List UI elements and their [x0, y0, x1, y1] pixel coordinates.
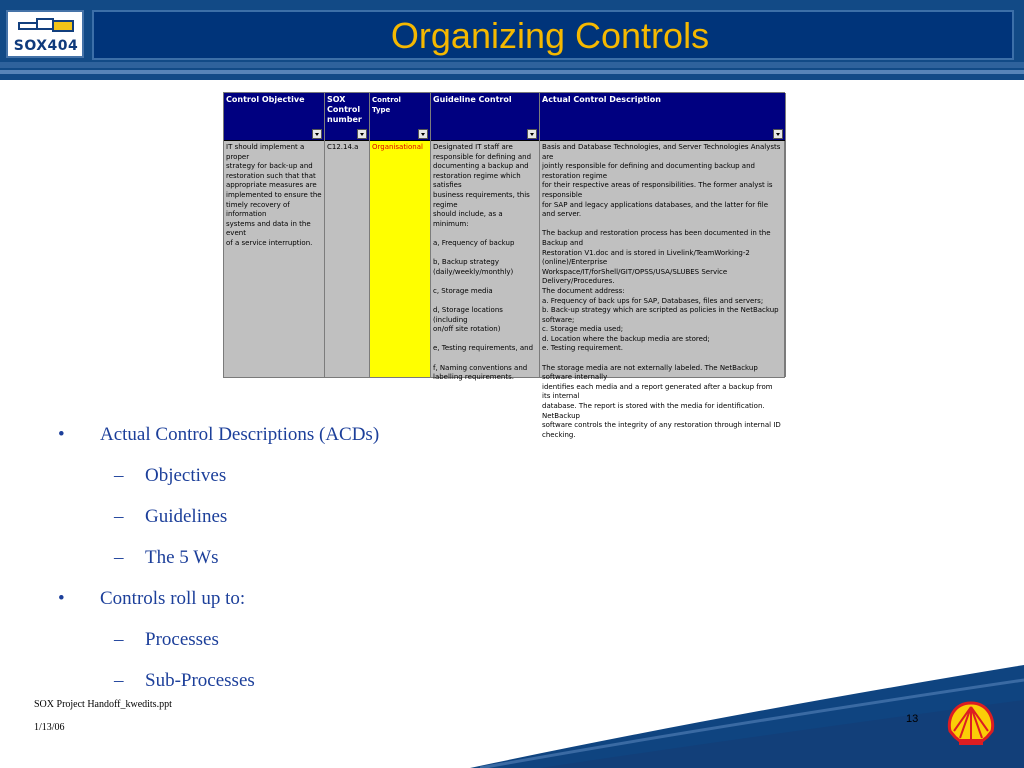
cell-guideline-control: Designated IT staff are responsible for defining and documenting a backup and restoration regime which satisfies business requirements, this regime should include, as a minimum: a, Frequency of backup b, Backup strategy (daily/weekly/monthly) c, Storage media d, Storage locations (including on/off site rotation) e, Testing requirements, and f, Naming conventions and labelling requirements.: [433, 143, 534, 382]
header-stripe-light: [0, 70, 1024, 74]
slide-header: [0, 0, 1024, 80]
column-header-label: SOX Control number: [327, 95, 362, 124]
column-header-label: Control Type: [372, 96, 401, 114]
sub-bullet-text: Guidelines: [145, 506, 228, 527]
dropdown-arrow-icon[interactable]: [357, 129, 367, 139]
logo-boxes-icon: [14, 17, 80, 33]
dash-icon: –: [114, 547, 124, 568]
column-header: [370, 93, 430, 141]
sub-bullet-text: Sub-Processes: [145, 670, 255, 691]
dropdown-arrow-icon[interactable]: [773, 129, 783, 139]
dropdown-arrow-icon[interactable]: [418, 129, 428, 139]
header-stripe: [0, 62, 1024, 68]
column-actual-control-description: [540, 93, 786, 439]
column-control-objective: [224, 93, 325, 377]
column-header: [431, 93, 539, 141]
sub-bullet-text: The 5 Ws: [145, 547, 219, 568]
column-header-label: Actual Control Description: [542, 95, 661, 104]
column-control-type: [370, 93, 431, 377]
bullet-dot-icon: •: [58, 424, 65, 445]
bullet-text: Actual Control Descriptions (ACDs): [100, 424, 380, 445]
cell-control-objective: IT should implement a proper strategy for back-up and restoration such that that appropriate measures are implemented to ensure the timely recovery of information systems and data in the event of a service interruption.: [226, 143, 322, 247]
cell-actual-control-description: Basis and Database Technologies, and Server Technologies Analysts are jointly responsible for defining and documenting backup and restoration regime for their respective areas of responsibilities. The former analyst is responsible for SAP and legacy applications databases, and the latter for file and server. The backup and restoration process has been documented in the Backup and Restoration V1.doc and is stored in Livelink/TeamWorking-2 (online)/Enterprise Workspace/IT/forShell/GIT/OPSS/USA/SLUBES Service Delivery/Procedures. The document address: a. Frequency of back ups for SAP, Databases, files and servers; b. Back-up strategy which are scripted as policies in the NetBackup software; c. Storage media used; d. Location where the backup media are stored; e. Testing requirement. The storage media are not externally labeled. The NetBackup software internally identifies each media and a report generated after a backup from its internal database. The report is stored with the media for identification. NetBackup software controls the integrity of any restoration through internal ID checking.: [542, 143, 781, 439]
bullet-text: Controls roll up to:: [100, 588, 246, 609]
page-number: 13: [906, 713, 919, 725]
shell-pecten-icon: [946, 701, 996, 747]
footer-date: 1/13/06: [34, 722, 65, 733]
sub-bullet-text: Objectives: [145, 465, 227, 486]
column-header: [540, 93, 785, 141]
footer-filename: SOX Project Handoff_kwedits.ppt: [34, 699, 172, 710]
dash-icon: –: [114, 506, 124, 527]
dash-icon: –: [114, 465, 124, 486]
sub-bullet-text: Processes: [145, 629, 219, 650]
column-sox-control-number: [325, 93, 370, 377]
highlighted-cell-background: [370, 141, 430, 377]
sox404-logo: [6, 10, 84, 58]
column-header-label: Control Objective: [226, 95, 305, 104]
cell-sox-control-number: C12.14.a: [327, 143, 359, 151]
column-header: [224, 93, 324, 141]
dash-icon: –: [114, 629, 124, 650]
slide-title: Organizing Controls: [390, 15, 710, 56]
controls-spreadsheet: [223, 92, 785, 439]
dropdown-arrow-icon[interactable]: [527, 129, 537, 139]
column-guideline-control: [431, 93, 540, 382]
bullet-dot-icon: •: [58, 588, 65, 609]
column-header-label: Guideline Control: [433, 95, 512, 104]
cell-control-type: Organisational: [372, 143, 423, 151]
dropdown-arrow-icon[interactable]: [312, 129, 322, 139]
logo-text: SOX404: [13, 38, 79, 54]
dash-icon: –: [114, 670, 124, 691]
column-header: [325, 93, 369, 141]
